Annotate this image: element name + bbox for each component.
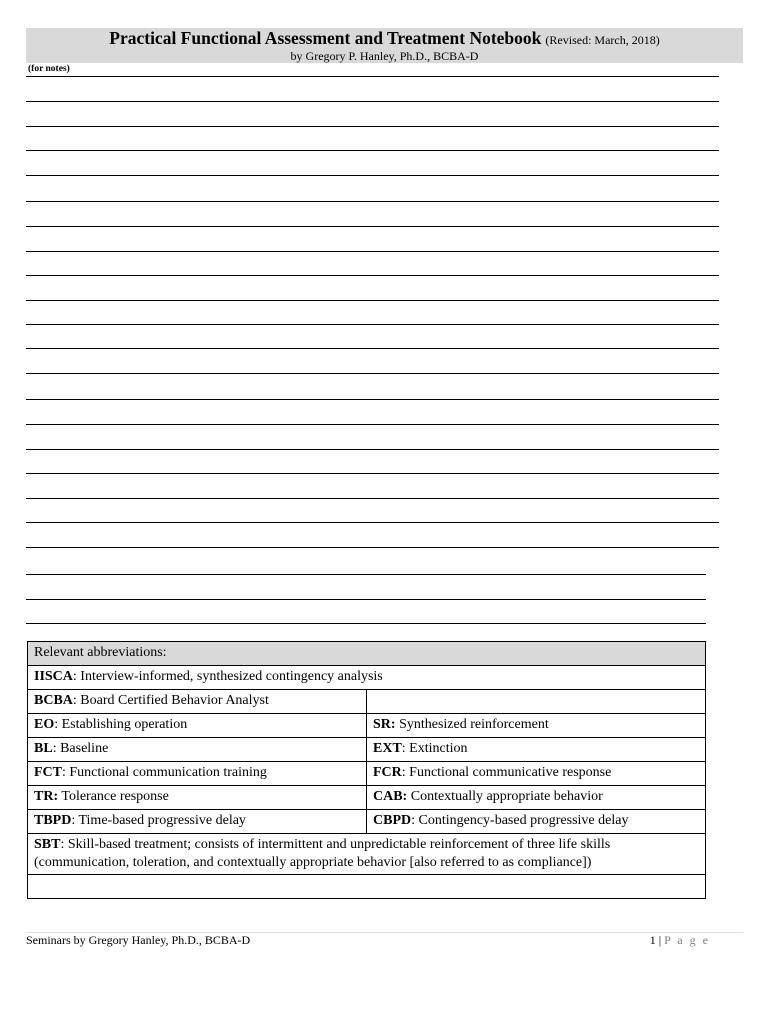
note-line xyxy=(26,449,719,450)
author-byline: by Gregory P. Hanley, Ph.D., BCBA-D xyxy=(290,49,479,63)
abbreviation-definition: : Functional communication training xyxy=(62,765,267,780)
abbreviation-cell xyxy=(367,738,706,762)
note-line xyxy=(26,300,719,301)
note-line xyxy=(26,522,719,523)
abbreviation-term: FCR xyxy=(373,765,402,780)
abbreviation-row xyxy=(28,786,706,810)
abbreviation-definition: : Board Certified Behavior Analyst xyxy=(72,693,269,708)
abbreviation-cell xyxy=(28,834,706,875)
abbreviation-cell xyxy=(367,714,706,738)
abbreviation-term: IISCA xyxy=(34,669,73,684)
note-line xyxy=(26,623,706,624)
abbreviation-cell xyxy=(28,810,367,834)
abbreviation-cell xyxy=(28,762,367,786)
abbreviations-heading: Relevant abbreviations: xyxy=(28,642,706,666)
abbreviation-row xyxy=(28,738,706,762)
note-line xyxy=(26,275,719,276)
abbreviation-term: SR: xyxy=(373,717,396,732)
abbreviation-definition: : Skill-based treatment; consists of intermittent and unpredictable reinforcement of three life skills (communication, toleration, and contextually appropriate behavior [also referred to as compliance]) xyxy=(34,837,611,870)
abbreviation-definition: : Extinction xyxy=(401,741,468,756)
abbreviation-definition: : Establishing operation xyxy=(54,717,188,732)
notes-label: (for notes) xyxy=(28,64,70,74)
page-footer xyxy=(620,933,710,948)
abbreviation-definition: : Time-based progressive delay xyxy=(71,813,246,828)
abbreviation-definition: Synthesized reinforcement xyxy=(395,717,549,732)
document-title: Practical Functional Assessment and Treatment Notebook xyxy=(109,28,542,48)
abbreviation-definition: : Interview-informed, synthesized contingency analysis xyxy=(72,669,383,684)
header-title-row xyxy=(26,28,743,50)
note-line xyxy=(26,201,719,202)
revision-date: (Revised: March, 2018) xyxy=(545,33,660,47)
note-line xyxy=(26,599,706,600)
abbreviation-cell xyxy=(28,786,367,810)
note-line xyxy=(26,324,719,325)
abbreviation-term: TBPD xyxy=(34,813,72,828)
abbreviation-term: EXT xyxy=(373,741,402,756)
note-line xyxy=(26,348,719,349)
note-line xyxy=(26,150,719,151)
abbreviation-cell xyxy=(28,714,367,738)
abbreviation-cell xyxy=(367,762,706,786)
abbreviation-term: SBT xyxy=(34,837,61,852)
abbreviation-row xyxy=(28,762,706,786)
note-line xyxy=(26,547,719,548)
note-line xyxy=(26,399,719,400)
note-line xyxy=(26,498,719,499)
note-line xyxy=(26,101,719,102)
abbreviation-definition: : Contingency-based progressive delay xyxy=(411,813,629,828)
note-line xyxy=(26,373,719,374)
abbreviations-table xyxy=(27,641,706,899)
note-line xyxy=(26,473,719,474)
abbreviation-cell xyxy=(367,690,706,714)
abbreviation-term: FCT xyxy=(34,765,62,780)
abbreviation-cell xyxy=(28,690,367,714)
note-line xyxy=(26,424,719,425)
abbreviation-cell xyxy=(367,786,706,810)
note-line xyxy=(26,76,719,77)
footer-text: Seminars by Gregory Hanley, Ph.D., BCBA-D xyxy=(26,933,251,947)
abbreviation-row xyxy=(28,810,706,834)
abbreviation-definition: Tolerance response xyxy=(58,789,169,804)
page-separator: | xyxy=(655,933,665,947)
abbreviation-row xyxy=(28,666,706,690)
abbreviation-definition: : Baseline xyxy=(52,741,109,756)
abbreviation-cell xyxy=(28,738,367,762)
abbreviation-term: BL xyxy=(34,741,53,756)
abbreviation-definition: Contextually appropriate behavior xyxy=(407,789,603,804)
abbreviation-term: TR: xyxy=(34,789,59,804)
note-line xyxy=(26,251,719,252)
abbreviation-term: CAB: xyxy=(373,789,408,804)
page-word: P a g e xyxy=(664,933,710,947)
abbreviations-heading-row xyxy=(28,642,706,666)
page-number: 1 xyxy=(649,933,656,947)
abbreviation-cell xyxy=(28,666,706,690)
document-header xyxy=(26,28,743,63)
empty-row xyxy=(28,875,706,899)
abbreviation-term: CBPD xyxy=(373,813,412,828)
abbreviation-term: EO xyxy=(34,717,55,732)
note-line xyxy=(26,574,706,575)
abbreviation-row xyxy=(28,690,706,714)
abbreviation-row xyxy=(28,834,706,875)
note-line xyxy=(26,226,719,227)
note-line xyxy=(26,126,719,127)
abbreviation-definition: : Functional communicative response xyxy=(401,765,612,780)
abbreviation-term: BCBA xyxy=(34,693,73,708)
abbreviation-cell xyxy=(367,810,706,834)
note-line xyxy=(26,175,719,176)
empty-cell xyxy=(28,875,706,899)
abbreviation-row xyxy=(28,714,706,738)
